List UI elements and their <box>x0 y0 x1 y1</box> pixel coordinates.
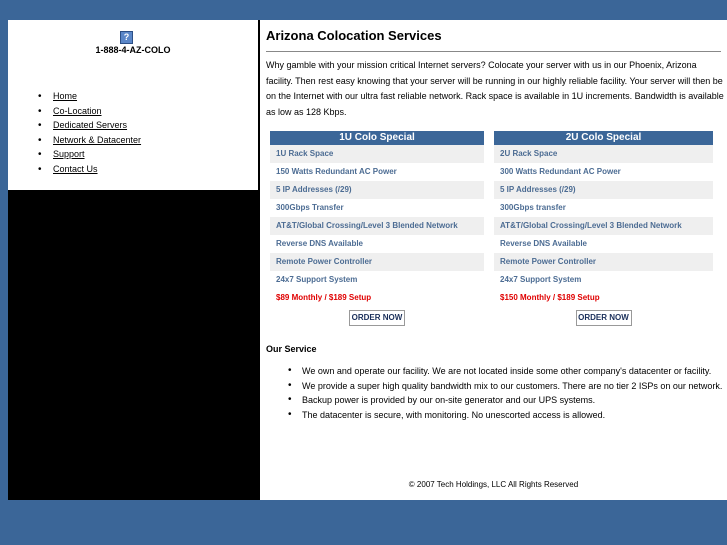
plan-title: 1U Colo Special <box>270 131 484 145</box>
plan-feature: Remote Power Controller <box>494 253 713 271</box>
plan-feature: 1U Rack Space <box>270 145 484 163</box>
nav-item-contact-us <box>38 162 141 177</box>
plan-feature: 2U Rack Space <box>494 145 713 163</box>
sidebar <box>8 20 258 190</box>
plan-feature: Reverse DNS Available <box>500 239 588 248</box>
plan-feature: 300Gbps transfer <box>500 203 566 212</box>
nav-link-co-location[interactable]: Co-Location <box>53 105 102 116</box>
page-title: Arizona Colocation Services <box>266 28 442 43</box>
plan-feature: 300Gbps Transfer <box>276 203 344 212</box>
list-item: • We own and operate our facility. We are not located inside some other company's datacenter or facility. <box>288 364 726 379</box>
plan-title: 2U Colo Special <box>494 131 713 145</box>
plan-price: $89 Monthly / $189 Setup <box>276 293 372 302</box>
page-frame <box>8 20 727 500</box>
plan-feature: 300 Watts Redundant AC Power <box>500 167 621 176</box>
phone-number: 1-888-4-AZ-COLO <box>95 45 171 55</box>
list-item: • The datacenter is secure, with monitoring. No unescorted access is allowed. <box>288 408 726 423</box>
nav-link-dedicated-servers[interactable]: Dedicated Servers <box>53 120 128 130</box>
order-now-button-2u[interactable]: ORDER NOW <box>576 310 632 326</box>
plan-feature: 24x7 Support System <box>276 275 358 284</box>
nav-link-contact-us[interactable]: Contact Us <box>53 163 98 174</box>
list-item: • Backup power is provided by our on-site generator and our UPS systems. <box>288 393 726 408</box>
order-now-button-1u[interactable]: ORDER NOW <box>349 310 405 326</box>
plan-feature: AT&T/Global Crossing/Level 3 Blended Network <box>494 217 713 235</box>
nav-item-dedicated-servers <box>38 118 141 133</box>
list-item: • We provide a super high quality bandwidth mix to our customers. There are no tier 2 ISPs on our network. <box>288 379 726 394</box>
sidebar-nav <box>38 89 141 176</box>
broken-image-icon: ? <box>120 31 133 44</box>
nav-link-home[interactable]: Home <box>53 91 78 101</box>
nav-item-co-location <box>38 104 141 119</box>
nav-item-support <box>38 147 141 162</box>
plan-1u-table <box>270 131 484 326</box>
nav-link-support[interactable]: Support <box>53 149 85 159</box>
nav-link-network-datacenter[interactable]: Network & Datacenter <box>53 134 142 145</box>
service-heading: Our Service <box>266 344 317 354</box>
title-divider <box>266 51 721 52</box>
plan-feature: Remote Power Controller <box>270 253 484 271</box>
nav-item-home <box>38 89 141 104</box>
plan-feature: 150 Watts Redundant AC Power <box>276 167 397 176</box>
plan-price: $150 Monthly / $189 Setup <box>500 293 600 302</box>
plan-2u-table <box>494 131 713 326</box>
service-list <box>288 364 726 422</box>
intro-paragraph: Why gamble with your mission critical Internet servers? Colocate your server with us in our Phoenix, Arizona facility. Then rest easy knowing that your server will be running in our highly reliable facility. Your server will then be on the Internet with our ultra fast reliable network. Rack space is available in 1U increments. Bandwidth is available as low as 128 Kbps. <box>266 60 724 118</box>
plan-feature: 5 IP Addresses (/29) <box>270 181 484 199</box>
plan-feature: 5 IP Addresses (/29) <box>494 181 713 199</box>
plan-feature: Reverse DNS Available <box>276 239 364 248</box>
nav-item-network-datacenter <box>38 133 141 148</box>
footer-copyright: © 2007 Tech Holdings, LLC All Rights Reserved <box>408 480 579 489</box>
main-content <box>260 20 727 500</box>
plan-feature: AT&T/Global Crossing/Level 3 Blended Network <box>270 217 484 235</box>
plan-feature: 24x7 Support System <box>500 275 582 284</box>
